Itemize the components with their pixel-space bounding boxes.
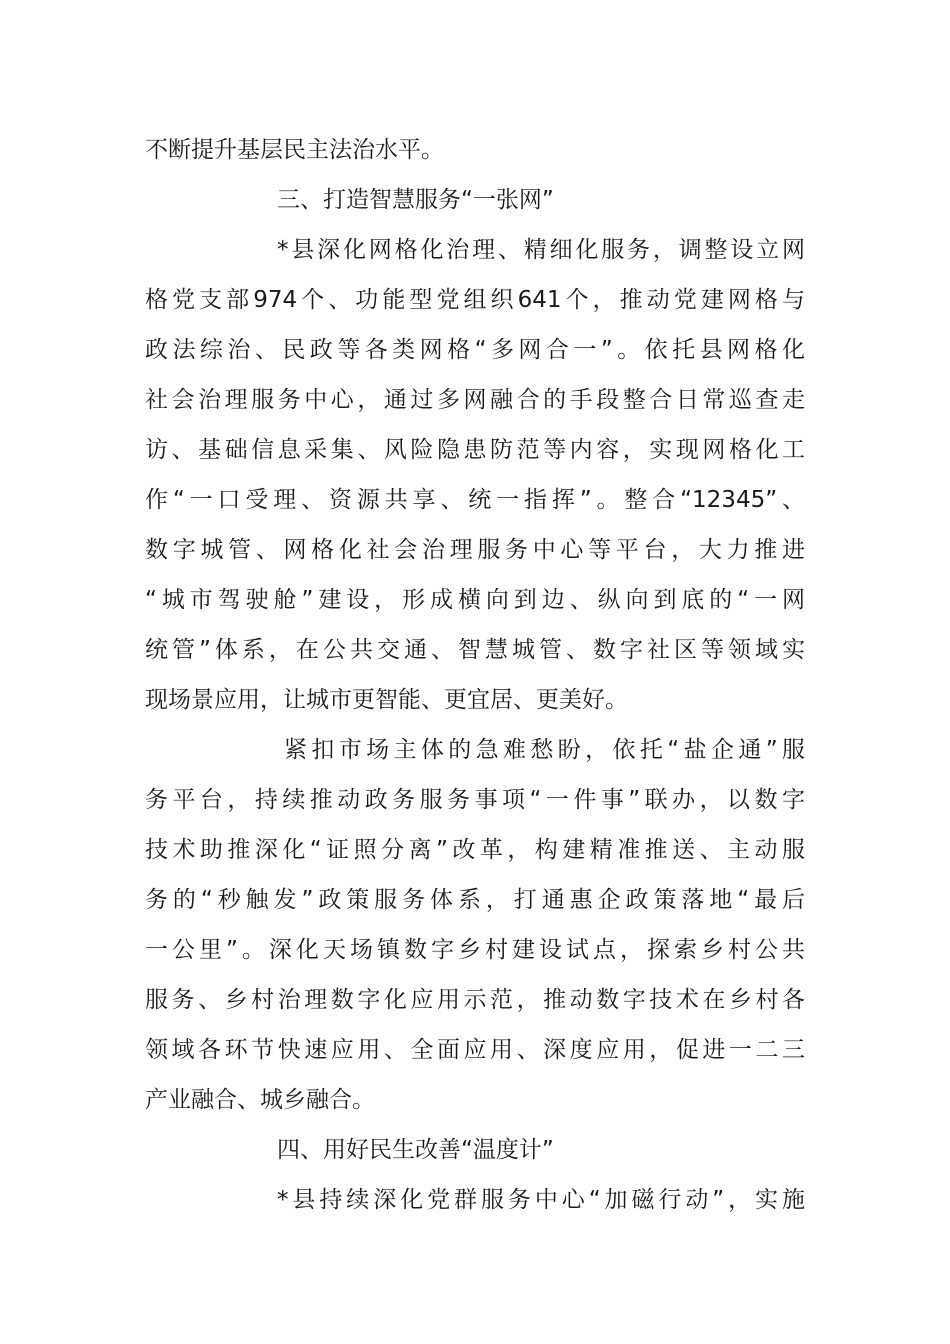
paragraph-line: 服务、乡村治理数字化应用示范，推动数字技术在乡村各	[145, 987, 805, 1013]
paragraph-line: 现场景应用，让城市更智能、更宜居、更美好。	[145, 687, 628, 713]
paragraph-line: 统管”体系，在公共交通、智慧城管、数字社区等领域实	[145, 637, 805, 663]
paragraph-line: 不断提升基层民主法治水平。	[145, 137, 444, 163]
paragraph-line: 社会治理服务中心，通过多网融合的手段整合日常巡查走	[145, 387, 805, 413]
paragraph-line: 一公里”。深化天场镇数字乡村建设试点，探索乡村公共	[145, 937, 805, 963]
section-heading-4: 四、用好民生改善“温度计”	[277, 1137, 554, 1163]
paragraph-line: 访、基础信息采集、风险隐患防范等内容，实现网格化工	[145, 437, 805, 463]
paragraph-line: “城市驾驶舱”建设，形成横向到边、纵向到底的“一网	[145, 587, 805, 613]
paragraph-line: 格党支部974个、功能型党组织641个，推动党建网格与	[145, 287, 805, 313]
paragraph-line: 政法综治、民政等各类网格“多网合一”。依托县网格化	[145, 337, 805, 363]
section-heading-3: 三、打造智慧服务“一张网”	[277, 187, 554, 213]
paragraph-line: 作“一口受理、资源共享、统一指挥”。整合“12345”、	[145, 487, 805, 513]
paragraph-line: 务平台，持续推动政务服务事项“一件事”联办，以数字	[145, 787, 805, 813]
paragraph-line: 领域各环节快速应用、全面应用、深度应用，促进一二三	[145, 1037, 805, 1063]
paragraph-line: *县持续深化党群服务中心“加磁行动”，实施	[277, 1187, 805, 1213]
paragraph-line: 数字城管、网格化社会治理服务中心等平台，大力推进	[145, 537, 805, 563]
paragraph-line: *县深化网格化治理、精细化服务，调整设立网	[277, 237, 805, 263]
paragraph-line: 技术助推深化“证照分离”改革，构建精准推送、主动服	[145, 837, 805, 863]
paragraph-line: 紧扣市场主体的急难愁盼，依托“盐企通”服	[284, 737, 805, 763]
paragraph-line: 务的“秒触发”政策服务体系，打通惠企政策落地“最后	[145, 887, 805, 913]
paragraph-line: 产业融合、城乡融合。	[145, 1087, 375, 1113]
